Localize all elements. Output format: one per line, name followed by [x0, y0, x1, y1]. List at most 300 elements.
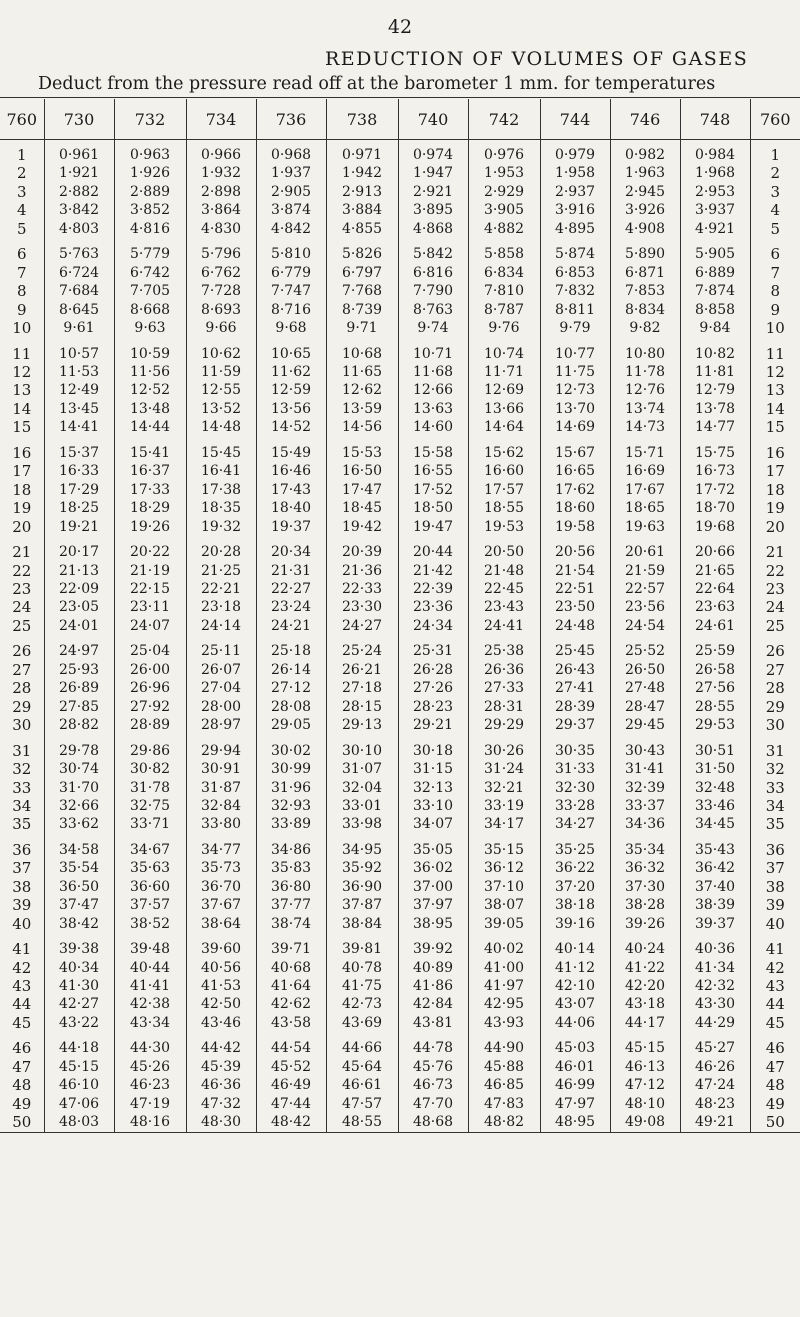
- table-cell: 14·69: [540, 418, 610, 436]
- table-cell: 44·06: [540, 1014, 610, 1032]
- table-cell: 16·33: [44, 462, 114, 480]
- row-label: 43: [0, 977, 44, 995]
- table-cell: 22·51: [540, 580, 610, 598]
- table-cell: 11·75: [540, 363, 610, 381]
- table-cell: 5·810: [256, 238, 326, 263]
- row-label-right: 29: [765, 697, 785, 716]
- table-cell: 15·49: [256, 437, 326, 462]
- table-cell: 44·18: [44, 1032, 114, 1057]
- table-cell: 31·24: [468, 760, 540, 778]
- table-row: [0, 418, 800, 436]
- page-number: 42: [387, 16, 413, 38]
- table-cell: 6·779: [256, 264, 326, 282]
- row-label-right: 31: [765, 741, 785, 760]
- table-cell: 0·974: [398, 140, 468, 165]
- row-label: 5: [0, 220, 44, 238]
- row-label: 34: [0, 797, 44, 815]
- table-row: [0, 661, 800, 679]
- table-cell: 26·21: [326, 661, 398, 679]
- table-cell: 2·905: [256, 183, 326, 201]
- table-cell: 45·52: [256, 1058, 326, 1076]
- table-cell: 13·66: [468, 400, 540, 418]
- table-cell: 45·15: [44, 1058, 114, 1076]
- table-cell: 36·90: [326, 878, 398, 896]
- row-label-right: 37: [765, 859, 785, 878]
- table-cell: 48·82: [468, 1113, 540, 1132]
- table-cell: 30·26: [468, 735, 540, 760]
- row-label: 35: [0, 815, 44, 833]
- table-cell: 38·18: [540, 896, 610, 914]
- table-cell: 11·71: [468, 363, 540, 381]
- table-cell: 10·77: [540, 338, 610, 363]
- table-cell: 21·42: [398, 562, 468, 580]
- row-label-right: 20: [765, 517, 785, 536]
- row-label: 16: [0, 437, 44, 462]
- table-cell: 42·32: [680, 977, 750, 995]
- table-cell: 35·63: [114, 859, 186, 877]
- table-cell: 17·38: [186, 481, 256, 499]
- table-cell: 48·03: [44, 1113, 114, 1132]
- table-cell: 10·59: [114, 338, 186, 363]
- table-cell: 47·19: [114, 1095, 186, 1113]
- table-cell: 24·14: [186, 617, 256, 635]
- table-row: [0, 481, 800, 499]
- row-label: 26: [0, 635, 44, 660]
- table-cell: 23·43: [468, 598, 540, 616]
- row-label-right: 49: [765, 1094, 785, 1113]
- row-label-right: 50: [750, 1113, 800, 1132]
- table-row: [0, 183, 800, 201]
- table-row: [0, 915, 800, 933]
- table-row: [0, 140, 800, 165]
- table-cell: 20·39: [326, 536, 398, 561]
- table-cell: 24·41: [468, 617, 540, 635]
- table-cell: 40·89: [398, 959, 468, 977]
- table-cell: 15·41: [114, 437, 186, 462]
- table-cell: 14·56: [326, 418, 398, 436]
- table-cell: 48·42: [256, 1113, 326, 1132]
- table-row: [0, 859, 800, 877]
- table-cell: 17·62: [540, 481, 610, 499]
- table-cell: 23·30: [326, 598, 398, 616]
- table-cell: 29·53: [680, 716, 750, 734]
- table-cell: 36·32: [610, 859, 680, 877]
- row-label-right: 8: [770, 282, 781, 301]
- table-cell: 42·73: [326, 995, 398, 1013]
- table-row: [0, 499, 800, 517]
- table-cell: 18·40: [256, 499, 326, 517]
- table-cell: 28·23: [398, 698, 468, 716]
- table-cell: 4·868: [398, 220, 468, 238]
- table-cell: 42·38: [114, 995, 186, 1013]
- table-cell: 0·984: [680, 140, 750, 165]
- table-cell: 23·56: [610, 598, 680, 616]
- row-label: 32: [0, 760, 44, 778]
- table-cell: 17·47: [326, 481, 398, 499]
- table-cell: 16·65: [540, 462, 610, 480]
- table-cell: 22·21: [186, 580, 256, 598]
- table-cell: 36·60: [114, 878, 186, 896]
- table-cell: 0·982: [610, 140, 680, 165]
- row-label: 6: [0, 238, 44, 263]
- table-cell: 32·04: [326, 779, 398, 797]
- table-cell: 0·966: [186, 140, 256, 165]
- table-cell: 17·52: [398, 481, 468, 499]
- row-label: 10: [0, 319, 44, 337]
- row-label-right: 23: [765, 579, 785, 598]
- table-cell: 2·937: [540, 183, 610, 201]
- row-label-right: 15: [765, 418, 785, 437]
- row-label-right: 28: [765, 679, 785, 698]
- table-row: [0, 1058, 800, 1076]
- row-label: 18: [0, 481, 44, 499]
- table-cell: 36·12: [468, 859, 540, 877]
- table-cell: 23·36: [398, 598, 468, 616]
- table-cell: 6·762: [186, 264, 256, 282]
- table-cell: 29·13: [326, 716, 398, 734]
- table-cell: 37·10: [468, 878, 540, 896]
- row-label: 21: [0, 536, 44, 561]
- table-cell: 35·15: [468, 834, 540, 859]
- row-label: 36: [0, 834, 44, 859]
- table-cell: 27·12: [256, 679, 326, 697]
- table-cell: 12·52: [114, 381, 186, 399]
- table-cell: 34·95: [326, 834, 398, 859]
- table-cell: 41·34: [680, 959, 750, 977]
- table-cell: 7·810: [468, 282, 540, 300]
- table-cell: 6·816: [398, 264, 468, 282]
- table-cell: 36·70: [186, 878, 256, 896]
- table-cell: 7·832: [540, 282, 610, 300]
- row-label-right: 25: [765, 616, 785, 635]
- table-cell: 10·65: [256, 338, 326, 363]
- table-cell: 5·826: [326, 238, 398, 263]
- table-cell: 4·921: [680, 220, 750, 238]
- row-label: 47: [0, 1058, 44, 1076]
- table-cell: 25·52: [610, 635, 680, 660]
- row-label-right: 12: [765, 362, 785, 381]
- row-label-right: 17: [765, 462, 785, 481]
- table-cell: 6·797: [326, 264, 398, 282]
- table-cell: 28·47: [610, 698, 680, 716]
- row-label-right: 3: [770, 182, 781, 201]
- column-header: 742: [468, 99, 540, 140]
- row-label-right: 14: [765, 399, 785, 418]
- table-row: [0, 1032, 800, 1057]
- table-cell: 38·95: [398, 915, 468, 933]
- table-cell: 44·30: [114, 1032, 186, 1057]
- table-cell: 48·95: [540, 1113, 610, 1132]
- table-cell: 18·25: [44, 499, 114, 517]
- table-cell: 41·22: [610, 959, 680, 977]
- table-row: [0, 164, 800, 182]
- table-cell: 20·66: [680, 536, 750, 561]
- table-row: [0, 1014, 800, 1032]
- table-cell: 31·96: [256, 779, 326, 797]
- row-label-right: 41: [765, 940, 785, 959]
- table-cell: 26·58: [680, 661, 750, 679]
- table-cell: 27·56: [680, 679, 750, 697]
- table-cell: 11·53: [44, 363, 114, 381]
- table-cell: 46·10: [44, 1076, 114, 1094]
- table-cell: 0·961: [44, 140, 114, 165]
- table-row: [0, 1113, 800, 1132]
- table-cell: 35·43: [680, 834, 750, 859]
- row-label: 7: [0, 264, 44, 282]
- table-cell: 5·905: [680, 238, 750, 263]
- table-cell: 19·37: [256, 518, 326, 536]
- table-cell: 21·36: [326, 562, 398, 580]
- table-cell: 31·41: [610, 760, 680, 778]
- table-row: [0, 735, 800, 760]
- table-cell: 9·61: [44, 319, 114, 337]
- row-label: 49: [0, 1095, 44, 1113]
- table-cell: 46·01: [540, 1058, 610, 1076]
- table-cell: 43·18: [610, 995, 680, 1013]
- table-cell: 27·33: [468, 679, 540, 697]
- table-row: [0, 238, 800, 263]
- table-cell: 39·48: [114, 933, 186, 958]
- table-cell: 41·86: [398, 977, 468, 995]
- table-cell: 40·34: [44, 959, 114, 977]
- table-cell: 14·48: [186, 418, 256, 436]
- table-cell: 21·25: [186, 562, 256, 580]
- table-cell: 4·882: [468, 220, 540, 238]
- table-cell: 38·52: [114, 915, 186, 933]
- table-cell: 32·84: [186, 797, 256, 815]
- table-cell: 24·34: [398, 617, 468, 635]
- table-cell: 12·59: [256, 381, 326, 399]
- table-cell: 13·48: [114, 400, 186, 418]
- table-cell: 44·66: [326, 1032, 398, 1057]
- table-cell: 24·07: [114, 617, 186, 635]
- row-label-right: 43: [765, 977, 785, 996]
- table-cell: 25·11: [186, 635, 256, 660]
- table-cell: 43·69: [326, 1014, 398, 1032]
- table-cell: 28·08: [256, 698, 326, 716]
- table-cell: 27·48: [610, 679, 680, 697]
- table-cell: 24·21: [256, 617, 326, 635]
- table-cell: 5·796: [186, 238, 256, 263]
- table-cell: 17·57: [468, 481, 540, 499]
- table-cell: 0·976: [468, 140, 540, 165]
- table-cell: 33·98: [326, 815, 398, 833]
- table-cell: 20·22: [114, 536, 186, 561]
- table-cell: 31·50: [680, 760, 750, 778]
- table-cell: 14·52: [256, 418, 326, 436]
- table-cell: 43·81: [398, 1014, 468, 1032]
- table-cell: 3·864: [186, 201, 256, 219]
- table-cell: 24·97: [44, 635, 114, 660]
- row-label: 45: [0, 1014, 44, 1032]
- table-cell: 14·60: [398, 418, 468, 436]
- table-cell: 25·45: [540, 635, 610, 660]
- page-subtitle: Deduct from the pressure read off at the barometer 1 mm. for temperatures: [38, 74, 716, 94]
- table-cell: 40·68: [256, 959, 326, 977]
- table-cell: 3·874: [256, 201, 326, 219]
- table-cell: 4·855: [326, 220, 398, 238]
- table-cell: 45·76: [398, 1058, 468, 1076]
- table-cell: 34·36: [610, 815, 680, 833]
- row-label: 42: [0, 959, 44, 977]
- table-cell: 8·787: [468, 301, 540, 319]
- row-label: 23: [0, 580, 44, 598]
- table-cell: 9·71: [326, 319, 398, 337]
- row-label-right: 33: [765, 778, 785, 797]
- table-cell: 33·10: [398, 797, 468, 815]
- table-row: [0, 598, 800, 616]
- table-cell: 44·29: [680, 1014, 750, 1032]
- table-cell: 13·52: [186, 400, 256, 418]
- row-label: 24: [0, 598, 44, 616]
- table-cell: 26·43: [540, 661, 610, 679]
- row-label: 33: [0, 779, 44, 797]
- table-cell: 6·834: [468, 264, 540, 282]
- table-cell: 33·89: [256, 815, 326, 833]
- table-cell: 10·62: [186, 338, 256, 363]
- table-cell: 31·15: [398, 760, 468, 778]
- row-label-right: 40: [765, 914, 785, 933]
- table-cell: 26·96: [114, 679, 186, 697]
- table-cell: 46·61: [326, 1076, 398, 1094]
- table-row: [0, 617, 800, 635]
- row-label-right: 30: [765, 716, 785, 735]
- table-cell: 18·29: [114, 499, 186, 517]
- table-cell: 3·884: [326, 201, 398, 219]
- table-cell: 46·23: [114, 1076, 186, 1094]
- table-cell: 44·42: [186, 1032, 256, 1057]
- table-cell: 32·93: [256, 797, 326, 815]
- table-cell: 11·81: [680, 363, 750, 381]
- table-cell: 49·08: [610, 1113, 680, 1132]
- row-label-right: 39: [765, 896, 785, 915]
- table-cell: 15·71: [610, 437, 680, 462]
- table-cell: 19·47: [398, 518, 468, 536]
- table-cell: 28·39: [540, 698, 610, 716]
- table-cell: 5·779: [114, 238, 186, 263]
- row-label-right: 48: [765, 1076, 785, 1095]
- table-cell: 22·15: [114, 580, 186, 598]
- table-cell: 20·50: [468, 536, 540, 561]
- table-cell: 6·742: [114, 264, 186, 282]
- table-cell: 19·58: [540, 518, 610, 536]
- table-cell: 23·18: [186, 598, 256, 616]
- row-label-right: 11: [765, 344, 785, 363]
- table-cell: 31·78: [114, 779, 186, 797]
- table-cell: 29·94: [186, 735, 256, 760]
- table-row: [0, 381, 800, 399]
- table-cell: 22·33: [326, 580, 398, 598]
- table-cell: 32·66: [44, 797, 114, 815]
- table-cell: 41·64: [256, 977, 326, 995]
- table-cell: 0·971: [326, 140, 398, 165]
- row-label: 38: [0, 878, 44, 896]
- table-cell: 1·921: [44, 164, 114, 182]
- table-cell: 11·62: [256, 363, 326, 381]
- table-cell: 19·63: [610, 518, 680, 536]
- table-cell: 41·41: [114, 977, 186, 995]
- table-cell: 44·78: [398, 1032, 468, 1057]
- table-cell: 24·27: [326, 617, 398, 635]
- table-cell: 12·73: [540, 381, 610, 399]
- table-cell: 27·85: [44, 698, 114, 716]
- table-cell: 34·07: [398, 815, 468, 833]
- table-row: [0, 580, 800, 598]
- table-cell: 11·59: [186, 363, 256, 381]
- table-row: [0, 977, 800, 995]
- table-cell: 31·87: [186, 779, 256, 797]
- table-cell: 13·45: [44, 400, 114, 418]
- table-cell: 2·953: [680, 183, 750, 201]
- table-cell: 40·36: [680, 933, 750, 958]
- table-cell: 39·16: [540, 915, 610, 933]
- table-cell: 42·10: [540, 977, 610, 995]
- table-cell: 20·17: [44, 536, 114, 561]
- column-header: 748: [680, 99, 750, 140]
- table-cell: 18·70: [680, 499, 750, 517]
- table-cell: 40·78: [326, 959, 398, 977]
- row-label-right: 24: [765, 598, 785, 617]
- table-cell: 9·63: [114, 319, 186, 337]
- row-label-right: 2: [770, 164, 781, 183]
- table-cell: 37·47: [44, 896, 114, 914]
- table-cell: 35·54: [44, 859, 114, 877]
- table-cell: 43·34: [114, 1014, 186, 1032]
- table-cell: 45·03: [540, 1032, 610, 1057]
- table-cell: 33·71: [114, 815, 186, 833]
- table-row: [0, 878, 800, 896]
- table-cell: 11·68: [398, 363, 468, 381]
- table-cell: 5·890: [610, 238, 680, 263]
- table-row: [0, 400, 800, 418]
- column-header: 746: [610, 99, 680, 140]
- table-row: [0, 264, 800, 282]
- table-cell: 47·70: [398, 1095, 468, 1113]
- table-cell: 37·40: [680, 878, 750, 896]
- table-cell: 7·684: [44, 282, 114, 300]
- table-cell: 22·27: [256, 580, 326, 598]
- table-cell: 26·07: [186, 661, 256, 679]
- table-cell: 19·42: [326, 518, 398, 536]
- table-row: [0, 437, 800, 462]
- table-cell: 42·27: [44, 995, 114, 1013]
- table-cell: 29·45: [610, 716, 680, 734]
- table-cell: 12·55: [186, 381, 256, 399]
- table-cell: 10·57: [44, 338, 114, 363]
- table-cell: 6·853: [540, 264, 610, 282]
- table-cell: 18·65: [610, 499, 680, 517]
- table-cell: 47·44: [256, 1095, 326, 1113]
- row-label-right: 10: [765, 319, 785, 338]
- row-label: 30: [0, 716, 44, 734]
- table-cell: 31·33: [540, 760, 610, 778]
- row-label: 8: [0, 282, 44, 300]
- table-cell: 26·89: [44, 679, 114, 697]
- row-label: 37: [0, 859, 44, 877]
- table-row: [0, 562, 800, 580]
- table-cell: 20·34: [256, 536, 326, 561]
- column-header: 760: [0, 99, 44, 140]
- table-cell: 12·79: [680, 381, 750, 399]
- table-cell: 42·50: [186, 995, 256, 1013]
- table-cell: 22·57: [610, 580, 680, 598]
- table-cell: 6·871: [610, 264, 680, 282]
- table-row: [0, 896, 800, 914]
- table-cell: 12·69: [468, 381, 540, 399]
- row-label: 39: [0, 896, 44, 914]
- table-row: [0, 201, 800, 219]
- table-cell: 22·09: [44, 580, 114, 598]
